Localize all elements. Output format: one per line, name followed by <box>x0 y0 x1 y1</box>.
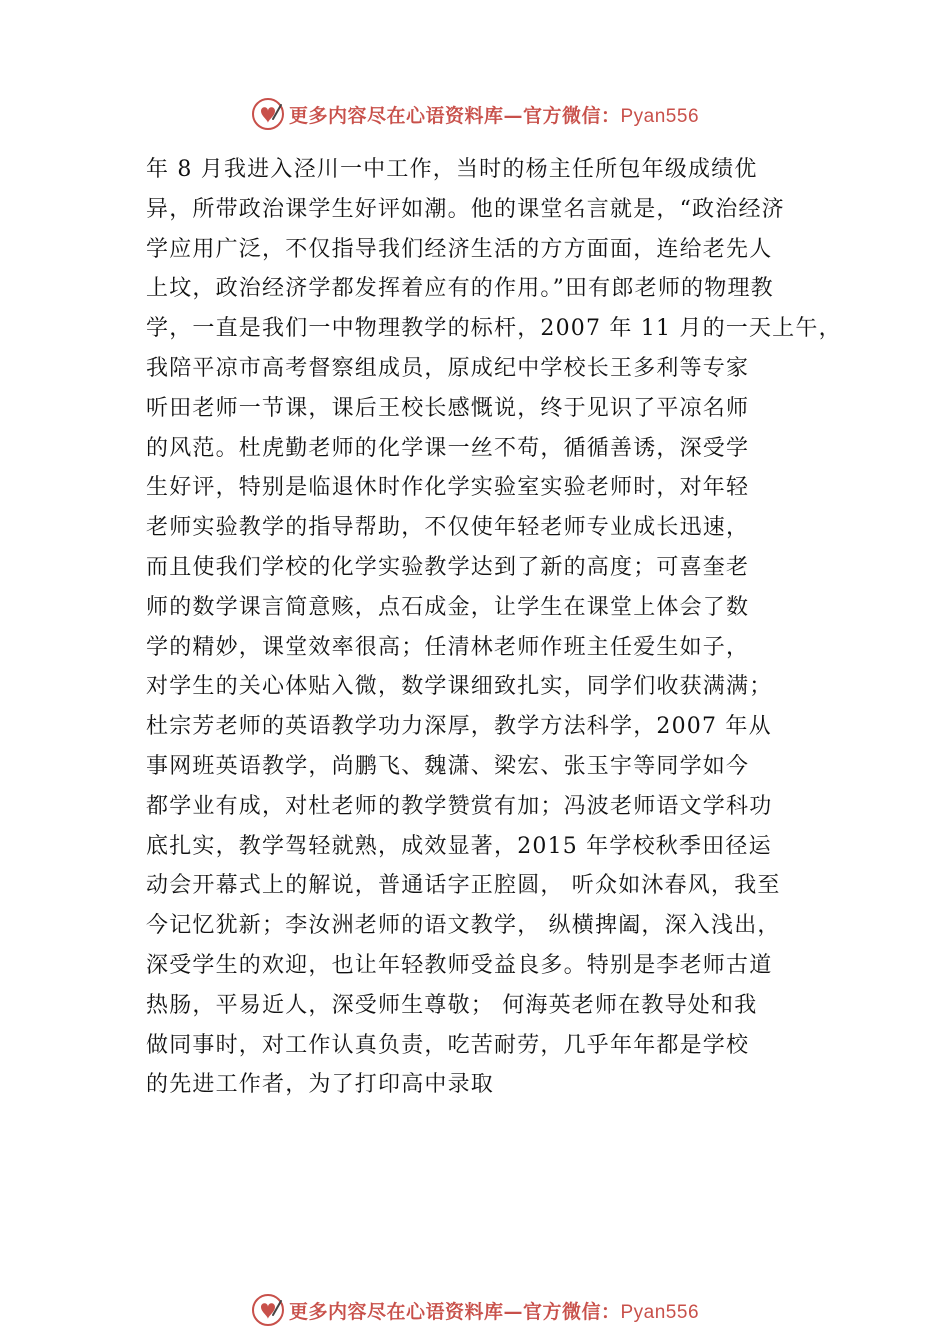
header-banner-text: 更多内容尽在心语资料库—官方微信：Pyan556 <box>288 104 700 127</box>
body-line: 上坟，政治经济学都发挥着应有的作用。”田有郎老师的物理教 <box>146 276 774 302</box>
footer-banner <box>0 1290 950 1330</box>
body-line: 热肠，平易近人，深受师生尊敬； 何海英老师在教导处和我 <box>146 992 758 1018</box>
header-wechat-id: Pyan556 <box>620 105 700 127</box>
body-line: 师的数学课言简意赅，点石成金，让学生在课堂上体会了数 <box>146 594 750 620</box>
body-line: 底扎实，教学驾轻就熟，成效显著，2015 年学校秋季田径运 <box>146 833 772 859</box>
heart-pen-logo-icon <box>251 1293 285 1327</box>
body-line: 做同事时，对工作认真负责，吃苦耐劳，几乎年年都是学校 <box>146 1032 750 1058</box>
body-line: 学，一直是我们一中物理教学的标杆，2007 年 11 月的一天上午， <box>146 316 842 342</box>
body-line: 的先进工作者，为了打印高中录取 <box>146 1072 495 1098</box>
body-line: 动会开幕式上的解说，普通话字正腔圆， 听众如沐春风，我至 <box>146 873 781 899</box>
document-body <box>146 150 846 1105</box>
body-line: 学的精妙，课堂效率很高；任清林老师作班主任爱生如子， <box>146 634 750 660</box>
body-line: 深受学生的欢迎，也让年轻教师受益良多。特别是李老师古道 <box>146 952 773 978</box>
body-line: 听田老师一节课，课后王校长感慨说，终于见识了平凉名师 <box>146 395 750 421</box>
footer-banner-text: 更多内容尽在心语资料库—官方微信：Pyan556 <box>288 1300 700 1323</box>
body-line: 今记忆犹新；李汝洲老师的语文教学， 纵横捭阖，深入浅出， <box>146 913 781 939</box>
footer-wechat-id: Pyan556 <box>620 1301 700 1323</box>
body-line: 杜宗芳老师的英语教学功力深厚，教学方法科学，2007 年从 <box>146 714 772 740</box>
body-line: 异，所带政治课学生好评如潮。他的课堂名言就是，“政治经济 <box>146 196 785 222</box>
body-line: 都学业有成，对杜老师的教学赞赏有加；冯波老师语文学科功 <box>146 793 773 819</box>
body-line: 对学生的关心体贴入微，数学课细致扎实，同学们收获满满； <box>146 674 773 700</box>
body-line: 年 8 月我进入泾川一中工作，当时的杨主任所包年级成绩优 <box>146 157 758 182</box>
body-line: 的风范。杜虎勤老师的化学课一丝不苟，循循善诱，深受学 <box>146 435 750 461</box>
body-line: 事网班英语教学，尚鹏飞、魏潇、梁宏、张玉宇等同学如今 <box>146 753 750 779</box>
body-line: 生好评，特别是临退休时作化学实验室实验老师时，对年轻 <box>146 475 750 501</box>
body-line: 而且使我们学校的化学实验教学达到了新的高度；可喜奎老 <box>146 554 750 580</box>
header-banner <box>0 94 950 134</box>
body-line: 我陪平凉市高考督察组成员，原成纪中学校长王多利等专家 <box>146 355 750 381</box>
heart-pen-logo-icon <box>251 97 285 131</box>
body-line: 学应用广泛，不仅指导我们经济生活的方方面面，连给老先人 <box>146 236 773 262</box>
body-line: 老师实验教学的指导帮助，不仅使年轻老师专业成长迅速， <box>146 515 750 541</box>
